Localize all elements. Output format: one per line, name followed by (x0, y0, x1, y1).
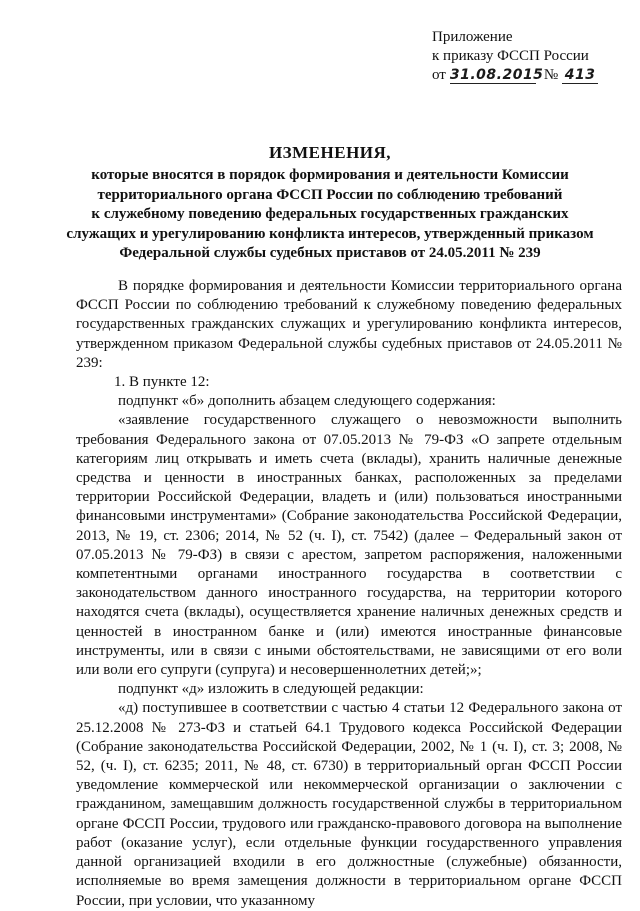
document-title (60, 142, 600, 264)
handwritten-date: 31.08.2015 (449, 67, 544, 83)
paragraph-quote-b: «заявление государственного служащего о невозможности выполнить требования Федерального закона от 07.05.2013 № 79-ФЗ «О запрете отдельным категориям лиц открывать и иметь счета (вклады), хранить наличные денежные средства и ценности в иностранных банках, расположенных за пределами территории Российской Федерации, владеть и (или) пользоваться иностранными финансовыми инструментами» (Собрание законодательства Российской Федерации, 2013, № 19, ст. 2306; 2014, № 52 (ч. I), ст. 7542) (далее – Федеральный закон от 07.05.2013 № 79-ФЗ) в связи с арестом, запретом распоряжения, наложенными компетентными органами иностранного государства в соответствии с законодательством данного иностранного государства, на территории которого находятся счета (вклады), осуществляется хранение наличных денежных средств и ценностей в иностранном банке и (или) имеются иностранные финансовые инструменты, или в связи с иными обстоятельствами, не зависящими от его воли или воли его супруги (супруга) и несовершеннолетних детей;»; (76, 412, 622, 679)
subtitle-line: служащих и урегулированию конфликта интересов, утвержденный приказом (66, 225, 594, 242)
paragraph-subitem-b: подпункт «б» дополнить абзацем следующего содержания: (118, 393, 496, 410)
document-body (76, 277, 622, 911)
paragraph-subitem-d: подпункт «д» изложить в следующей редакции: (118, 681, 424, 698)
paragraph-quote-d: «д) поступившее в соответствии с частью 4 статьи 12 Федерального закона от 25.12.2008 № 273-ФЗ и статьей 64.1 Трудового кодекса Российской Федерации (Собрание законодательства Российской Федерации, 2002, № 1 (ч. I), ст. 3; 2008, № 52, (ч. I), ст. 6235; 2011, № 48, ст. 6730) в территориальный орган ФССП России уведомление коммерческой или некоммерческой организации о заключении с гражданином, замещавшим должность государственной службы в территориальном органе ФССП России, трудового или гражданско-правового договора на выполнение работ (оказание услуг), если отдельные функции государственного управления данной организацией входили в его должностные (служебные) обязанности, исполняемые во время замещения должности в территориальном органе ФССП России, при условии, что указанному (76, 700, 622, 909)
appendix-line-2: к приказу ФССП России (432, 48, 589, 64)
appendix-date-line (432, 66, 632, 85)
handwritten-number: 413 (562, 67, 598, 84)
number-label: № (543, 67, 559, 83)
subtitle-line: Федеральной службы судебных приставов от 24.05.2011 № 239 (119, 245, 541, 261)
title-main: ИЗМЕНЕНИЯ, (268, 143, 392, 162)
title-subtitle (60, 166, 600, 264)
paragraph-intro: В порядке формирования и деятельности Комиссии территориального органа ФССП России по соблюдению требований к служебному поведению федеральных государственных гражданских служащих и урегулированию конфликта интересов, утвержденном приказом Федеральной службы судебных приставов от 24.05.2011 № 239: (76, 278, 622, 371)
subtitle-line: которые вносятся в порядок формирования и деятельности Комиссии (91, 167, 569, 183)
subtitle-line: к служебному поведению федеральных государственных гражданских (91, 206, 569, 222)
appendix-block (432, 28, 632, 85)
from-label: от (432, 67, 446, 83)
subtitle-line: территориального органа ФССП России по соблюдению требований (97, 186, 563, 203)
appendix-line-1: Приложение (432, 29, 513, 45)
paragraph-item-1: 1. В пункте 12: (114, 374, 210, 391)
